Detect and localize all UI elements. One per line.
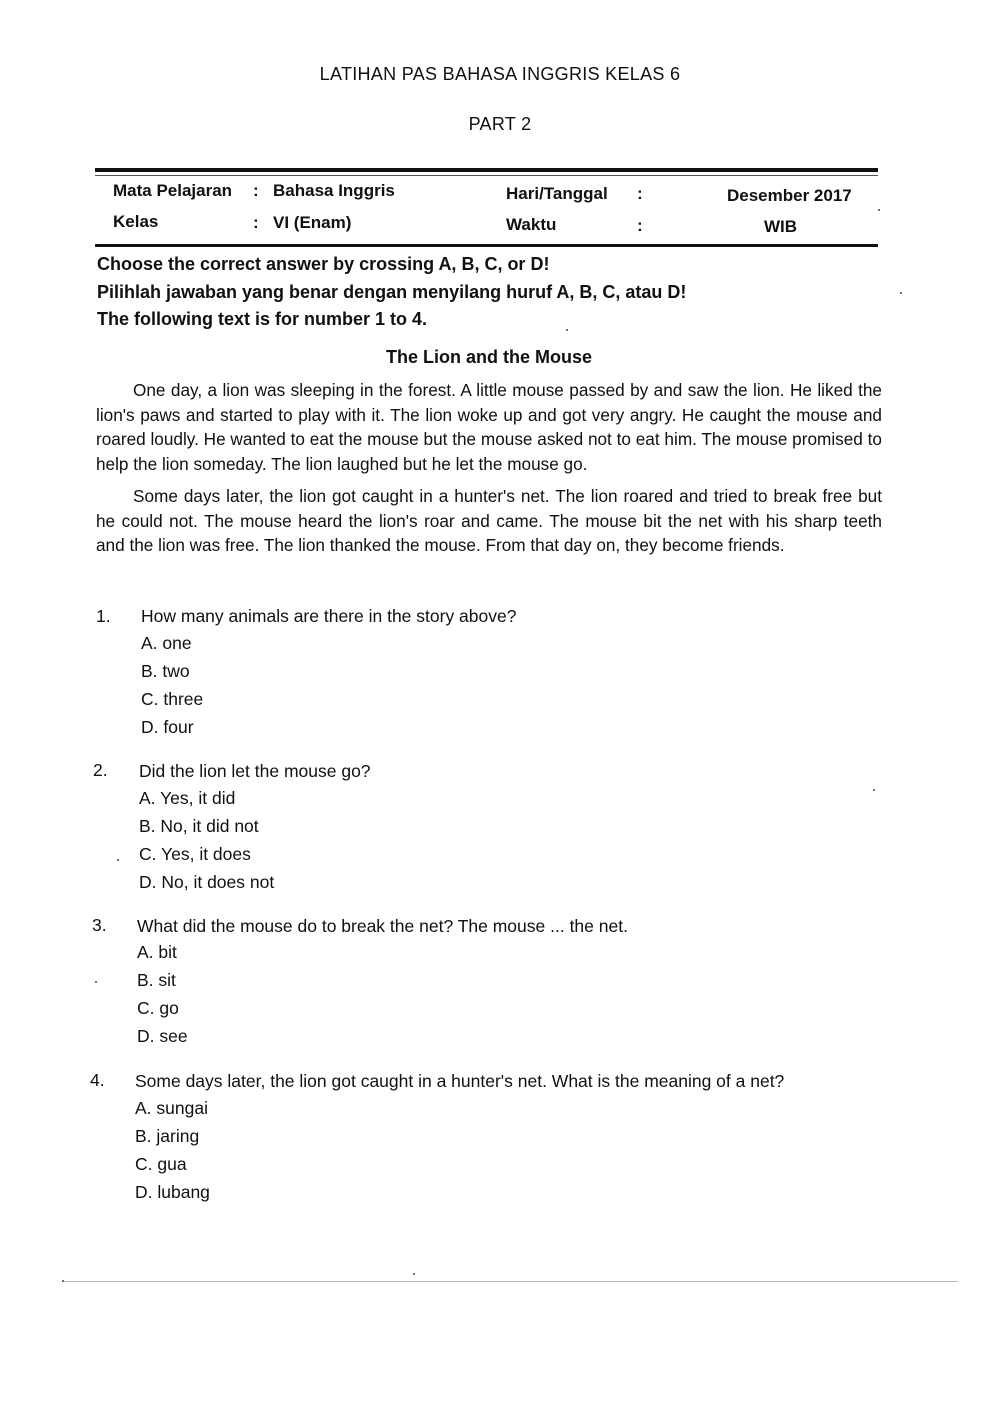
question-text: How many animals are there in the story above? [141, 606, 517, 626]
scan-speck [878, 209, 880, 211]
answer-option[interactable]: A. Yes, it did [139, 788, 236, 808]
story-paragraph-2: Some days later, the lion got caught in a hunter's net. The lion roared and tried to break free but he could not. The mouse heard the lion's roar and came. The mouse bit the net with his sharp teeth and the lion was free. The lion thanked the mouse. From that day on, they become friends. [96, 486, 882, 555]
answer-option[interactable]: C. Yes, it does [139, 844, 251, 864]
answer-option[interactable]: D. see [137, 1026, 188, 1046]
subject-value: Bahasa Inggris [273, 181, 395, 200]
answer-option[interactable]: B. sit [137, 970, 176, 990]
scan-speck [566, 329, 568, 331]
subject-colon: : [253, 181, 259, 200]
header-bottom-rule [95, 244, 878, 247]
header-top-rule [95, 168, 878, 172]
scan-speck [117, 859, 119, 861]
scan-speck [62, 1280, 64, 1282]
time-colon: : [637, 216, 643, 235]
answer-option[interactable]: C. go [137, 998, 179, 1018]
story-title: The Lion and the Mouse [386, 347, 592, 367]
question-number: 3. [92, 915, 107, 935]
answer-option[interactable]: A. bit [137, 942, 177, 962]
question-number: 4. [90, 1070, 105, 1090]
scan-speck [413, 1273, 415, 1275]
class-value: VI (Enam) [273, 213, 352, 232]
instruction-english: Choose the correct answer by crossing A, B, C, or D! [97, 254, 550, 274]
question-number: 1. [96, 606, 111, 626]
scan-speck [900, 292, 902, 294]
page-bottom-line [62, 1281, 958, 1282]
class-colon: : [253, 213, 259, 232]
answer-option[interactable]: A. sungai [135, 1098, 208, 1118]
story-paragraph-1: One day, a lion was sleeping in the forest. A little mouse passed by and saw the lion. He liked the lion's paws and started to play with it. The lion woke up and got very angry. He caught the mouse and roared loudly. He wanted to eat the mouse but the mouse asked not to eat him. The mouse promised to help the lion someday. The lion laughed but he let the mouse go. [96, 380, 882, 474]
part-label: PART 2 [468, 114, 532, 134]
question-text: Did the lion let the mouse go? [139, 761, 371, 781]
answer-option[interactable]: C. gua [135, 1154, 187, 1174]
instruction-indonesian: Pilihlah jawaban yang benar dengan menyilang huruf A, B, C, atau D! [97, 282, 687, 302]
scan-speck [95, 981, 97, 983]
answer-option[interactable]: D. lubang [135, 1182, 210, 1202]
answer-option[interactable]: B. two [141, 661, 190, 681]
header-top-rule-thin [95, 175, 878, 176]
answer-option[interactable]: A. one [141, 633, 192, 653]
scan-speck [873, 789, 875, 791]
question-text: What did the mouse do to break the net? The mouse ... the net. [137, 916, 628, 936]
answer-option[interactable]: D. four [141, 717, 194, 737]
instruction-range: The following text is for number 1 to 4. [97, 309, 428, 329]
question-number: 2. [93, 760, 108, 780]
question-text: Some days later, the lion got caught in a hunter's net. What is the meaning of a net? [135, 1071, 785, 1091]
answer-option[interactable]: D. No, it does not [139, 872, 275, 892]
answer-option[interactable]: C. three [141, 689, 204, 709]
class-label: Kelas [113, 212, 159, 231]
answer-option[interactable]: B. No, it did not [139, 816, 259, 836]
date-colon: : [637, 184, 643, 203]
time-label: Waktu [506, 215, 557, 234]
worksheet-title: LATIHAN PAS BAHASA INGGRIS KELAS 6 [319, 64, 681, 84]
answer-option[interactable]: B. jaring [135, 1126, 200, 1146]
date-value: Desember 2017 [727, 186, 852, 205]
time-value: WIB [764, 217, 798, 236]
subject-label: Mata Pelajaran [113, 181, 233, 200]
date-label: Hari/Tanggal [506, 184, 608, 203]
